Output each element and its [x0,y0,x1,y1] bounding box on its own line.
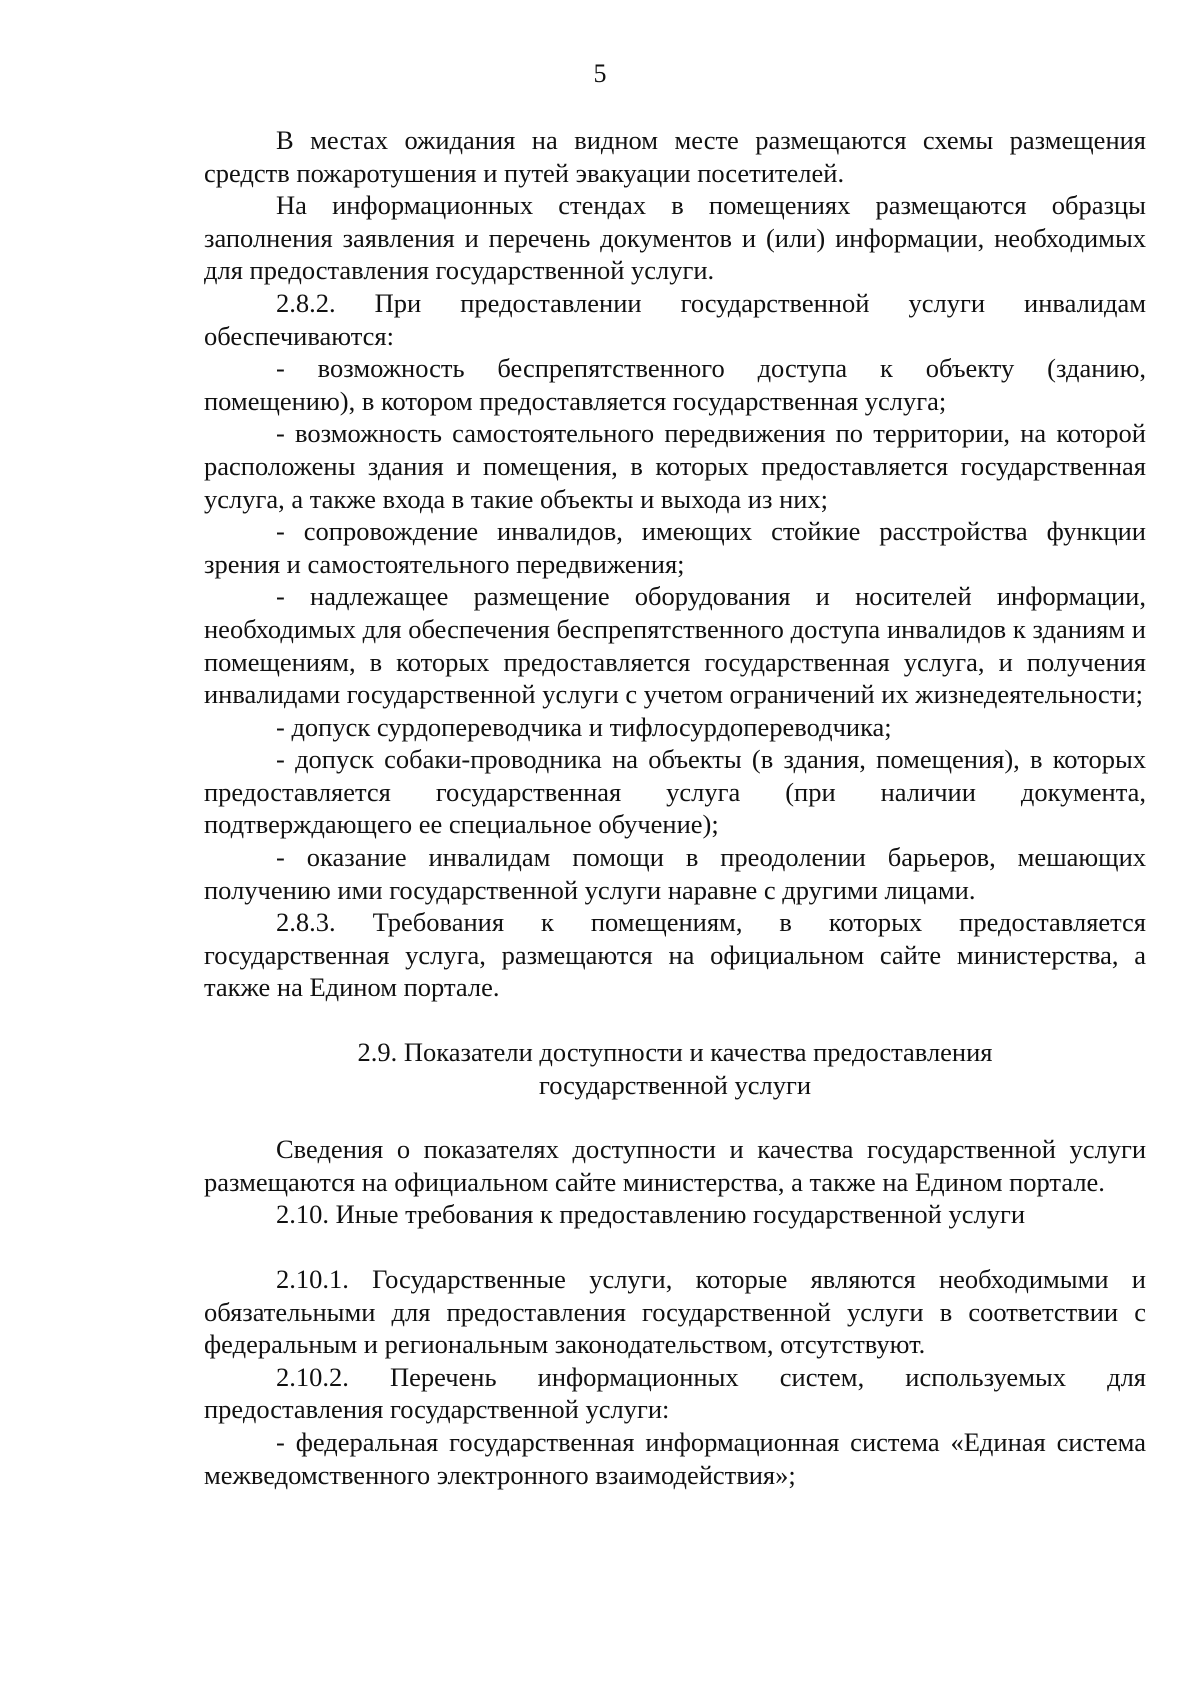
list-item-interpreter: - допуск сурдопереводчика и тифлосурдопереводчика; [276,711,892,742]
list-item-smev: - федеральная государственная информационная система «Единая система межведомственного электронного взаимодействия»; [204,1426,1146,1490]
paragraph-information-stands: На информационных стендах в помещениях размещаются образцы заполнения заявления и перечень документов и (или) информации, необходимых для предоставления государственной услуги. [204,190,1146,286]
list-item-escort: - сопровождение инвалидов, имеющих стойкие расстройства функции зрения и самостоятельного передвижения; [204,516,1146,579]
section-heading-2-9 [204,1036,1146,1101]
list-item-movement: - возможность самостоятельного передвижения по территории, на которой расположены здания и помещения, в которых предоставляется государственная услуга, а также входа в такие объекты и выхода из них; [204,418,1146,514]
paragraph-2-10-1: 2.10.1. Государственные услуги, которые являются необходимыми и обязательными для предоставления государственной услуги в соответствии с федеральным и региональным законодательством, отсутствуют. [204,1264,1146,1360]
section-heading-2-9-line-2: государственной услуги [538,1069,812,1100]
page-number: 5 [593,59,607,88]
paragraph-waiting-areas: В местах ожидания на видном месте размещаются схемы размещения средств пожаротушения и путей эвакуации посетителей. [204,125,1146,188]
paragraph-2-8-2: 2.8.2. При предоставлении государственной услуги инвалидам обеспечиваются: [204,287,1146,351]
document-body [204,124,1146,1491]
paragraph-2-8-3: 2.8.3. Требования к помещениям, в которых предоставляется государственная услуга, размещаются на официальном сайте министерства, а также на Едином портале. [204,907,1146,1003]
list-item-access: - возможность беспрепятственного доступа к объекту (зданию, помещению), в котором предоставляется государственная услуга; [204,353,1146,416]
list-item-guide-dog: - допуск собаки-проводника на объекты (в здания, помещения), в которых предоставляется государственная услуга (при наличии документа, подтверждающего ее специальное обучение); [204,744,1146,840]
list-item-assistance: - оказание инвалидам помощи в преодолении барьеров, мешающих получению ими государственной услуги наравне с другими лицами. [204,842,1146,905]
section-heading-2-10: 2.10. Иные требования к предоставлению государственной услуги [276,1199,1026,1230]
list-item-equipment: - надлежащее размещение оборудования и носителей информации, необходимых для обеспечения беспрепятственного доступа инвалидов к зданиям и помещениям, в которых предоставляется государственная услуга, и получения инвалидами государственной услуги с учетом ограничений их жизнедеятельности; [204,581,1146,710]
paragraph-2-10-2: 2.10.2. Перечень информационных систем, используемых для предоставления государственной услуги: [204,1361,1146,1425]
paragraph-2-9: Сведения о показателях доступности и качества государственной услуги размещаются на официальном сайте министерства, а также на Едином портале. [204,1134,1146,1197]
section-heading-2-9-line-1: 2.9. Показатели доступности и качества предоставления [357,1037,993,1068]
